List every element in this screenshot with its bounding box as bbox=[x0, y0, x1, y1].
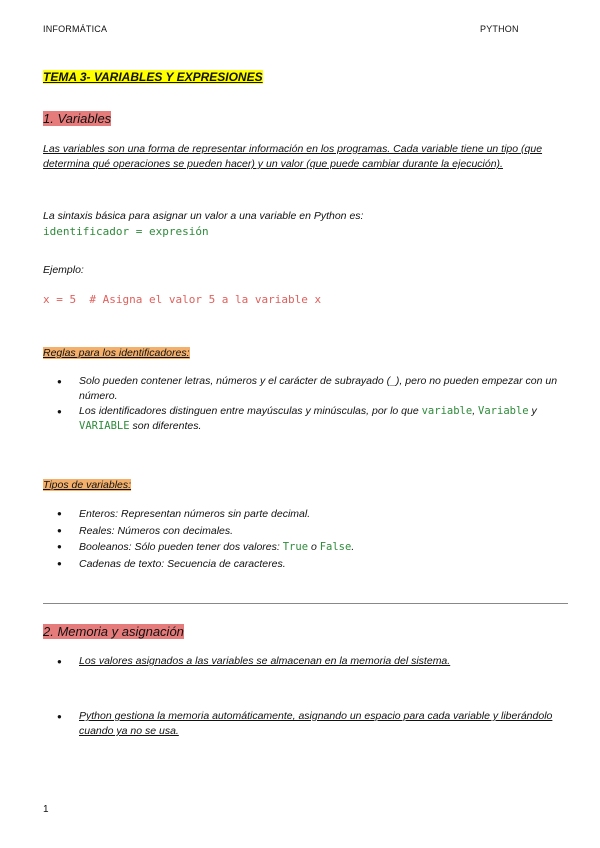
title-text: TEMA 3- VARIABLES Y EXPRESIONES bbox=[43, 70, 263, 84]
list-item bbox=[43, 539, 563, 556]
rule-2-sep: , bbox=[472, 405, 479, 417]
rules-heading bbox=[43, 346, 190, 361]
types-heading-text: Tipos de variables: bbox=[43, 479, 132, 491]
code-true: True bbox=[282, 541, 309, 553]
memory-list-1 bbox=[43, 654, 568, 669]
section-2-heading-text: 2. Memoria y asignación bbox=[43, 624, 184, 639]
types-list bbox=[43, 506, 563, 572]
memory-item-2: Python gestiona la memoria automáticamente, asignando un espacio para cada variable y liberándolo cuando ya no se usa. bbox=[79, 710, 553, 737]
list-item bbox=[43, 506, 563, 523]
code-variable: variable bbox=[421, 405, 473, 417]
example-label: Ejemplo: bbox=[43, 264, 84, 276]
memory-list-2 bbox=[43, 709, 568, 739]
list-item bbox=[43, 654, 568, 669]
memory-item-1: Los valores asignados a las variables se almacenan en la memoria del sistema. bbox=[79, 655, 451, 667]
variables-intro: Las variables son una forma de representar información en los programas. Cada variable tiene un tipo (que determina qué operaciones se pueden hacer) y un valor (que puede cambiar durante la ejecución). bbox=[43, 143, 543, 170]
list-item bbox=[43, 404, 563, 434]
example-code: x = 5 # Asigna el valor 5 a la variable x bbox=[43, 293, 322, 306]
list-item bbox=[43, 556, 563, 573]
header-left: INFORMÁTICA bbox=[43, 24, 108, 34]
list-item bbox=[43, 523, 563, 540]
type-2-text: Reales: Números con decimales. bbox=[79, 524, 234, 537]
page-number: 1 bbox=[43, 804, 49, 815]
type-3-dot: . bbox=[351, 541, 355, 553]
rule-2-post: son diferentes. bbox=[129, 420, 202, 432]
rules-list bbox=[43, 374, 563, 434]
section-divider bbox=[43, 603, 568, 604]
section-2-heading bbox=[43, 624, 184, 639]
type-1-text: Enteros: Representan números sin parte decimal. bbox=[79, 508, 311, 520]
rule-1-text: Solo pueden contener letras, números y el carácter de subrayado (_), pero no pueden empezar con un número. bbox=[79, 375, 558, 402]
type-3-pre: Booleanos: Sólo pueden tener dos valores: bbox=[79, 541, 283, 553]
type-3-o: o bbox=[308, 541, 320, 553]
syntax-text: La sintaxis básica para asignar un valor a una variable en Python es: bbox=[43, 210, 364, 222]
page-title bbox=[43, 70, 263, 84]
code-Variable: Variable bbox=[478, 405, 529, 417]
rules-heading-text: Reglas para los identificadores: bbox=[43, 347, 190, 359]
syntax-code: identificador = expresión bbox=[43, 225, 209, 238]
code-false: False bbox=[319, 541, 352, 553]
header-right: PYTHON bbox=[480, 24, 519, 34]
section-1-heading bbox=[43, 111, 111, 126]
section-1-heading-text: 1. Variables bbox=[43, 111, 112, 126]
types-heading bbox=[43, 478, 131, 493]
type-4-text: Cadenas de texto: Secuencia de caracteres. bbox=[79, 557, 286, 570]
rule-2-y: y bbox=[528, 405, 537, 417]
list-item bbox=[43, 374, 563, 404]
rule-2-pre: Los identificadores distinguen entre mayúsculas y minúsculas, por lo que bbox=[79, 405, 422, 417]
code-VARIABLE: VARIABLE bbox=[79, 420, 130, 432]
list-item bbox=[43, 709, 568, 739]
